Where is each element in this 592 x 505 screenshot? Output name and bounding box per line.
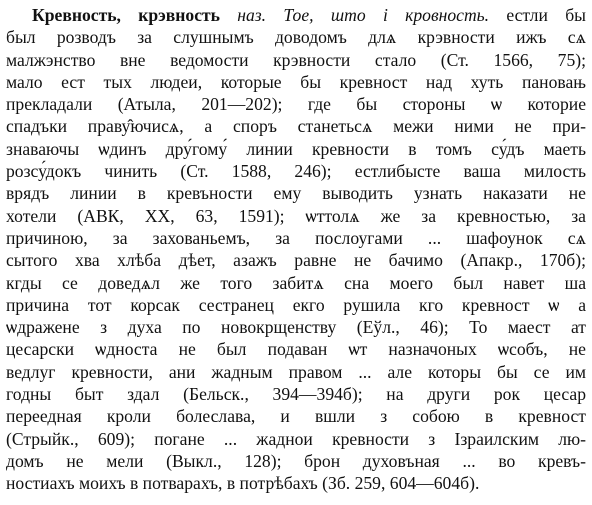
entry-line-21: домъ не мели (Выкл., 128); брон духовъная ... во кревъ- xyxy=(6,450,586,471)
entry-line-2: был розводъ за слушнымъ доводомъ длѧ крэвности ижъ сѧ xyxy=(6,27,586,48)
entry-line-19: переедная кроли болеслава, и вшли з собою в кревност xyxy=(6,406,586,427)
entry-line-20: (Стрыйк., 609); погане ... жаднои кревности з Ізраилским лю- xyxy=(6,428,586,449)
entry-line-3: малжэнство вне ведомости крэвности стало (Ст. 1566, 75); xyxy=(6,49,586,70)
entry-line-9: врядъ линии в кревъности ему выводить узнать наказати не xyxy=(6,183,586,204)
entry-line-18: годны быт здал (Бельск., 394—394б); на други рок цесар xyxy=(6,384,586,405)
part-of-speech: наз. xyxy=(237,5,267,25)
entry-line-4: мало ест тых людеи, которые бы кревност над хуть пановањ xyxy=(6,71,586,92)
entry-line-10: хотели (АВК, XX, 63, 1591); ѡттолѧ же за кревностью, за xyxy=(6,205,586,226)
definition: Тое, што і кровность. xyxy=(283,5,490,25)
entry-line-15: ѡдражене з духа по новокрщенству (Еўл., 46); То маест ат xyxy=(6,317,586,338)
dictionary-entry xyxy=(6,4,586,495)
entry-line-22: ностиахъ моихъ в потварахъ, в потрѣбахъ (Зб. 259, 604—604б). xyxy=(6,473,480,494)
headword: Кревность, крэвность xyxy=(32,5,220,25)
entry-line-8: розсу́докъ чинить (Ст. 1588, 246); естлибысте ваша милость xyxy=(6,161,586,182)
entry-line-1 xyxy=(6,4,586,26)
entry-line-11: причиною, за захованьемъ, за послоугами ... шафоунок сѧ xyxy=(6,227,586,248)
entry-line-14: причина тот корсак сестранец екго рушила кго кревност ѡ а xyxy=(6,294,586,315)
entry-line-5: прекладали (Атыла, 201—202); где бы стороны ѡ которие xyxy=(6,94,586,115)
entry-line-1-text: естли бы xyxy=(489,5,586,25)
entry-line-16: цесарски ѡдноста не был подаван ѡт назначоных ѡсобъ, не xyxy=(6,339,586,360)
entry-line-12: сытого хва хлѣба дѣет, азажъ равне не бачимо (Апакр., 170б); xyxy=(6,250,586,271)
entry-line-17: ведлуг кревности, ани жадным правом ... але которы бы се им xyxy=(6,361,586,382)
entry-line-7: знаваючы ѡдинъ дру́гому́ линии кревности в томъ су́дъ маеть xyxy=(6,138,586,159)
entry-line-13: кгды се доведѧл же того забитѧ сна моего был навет ша xyxy=(6,272,586,293)
entry-line-6: спадъки праву̂ючисѧ, а споръ станетьсѧ межи ними не при- xyxy=(6,116,586,137)
